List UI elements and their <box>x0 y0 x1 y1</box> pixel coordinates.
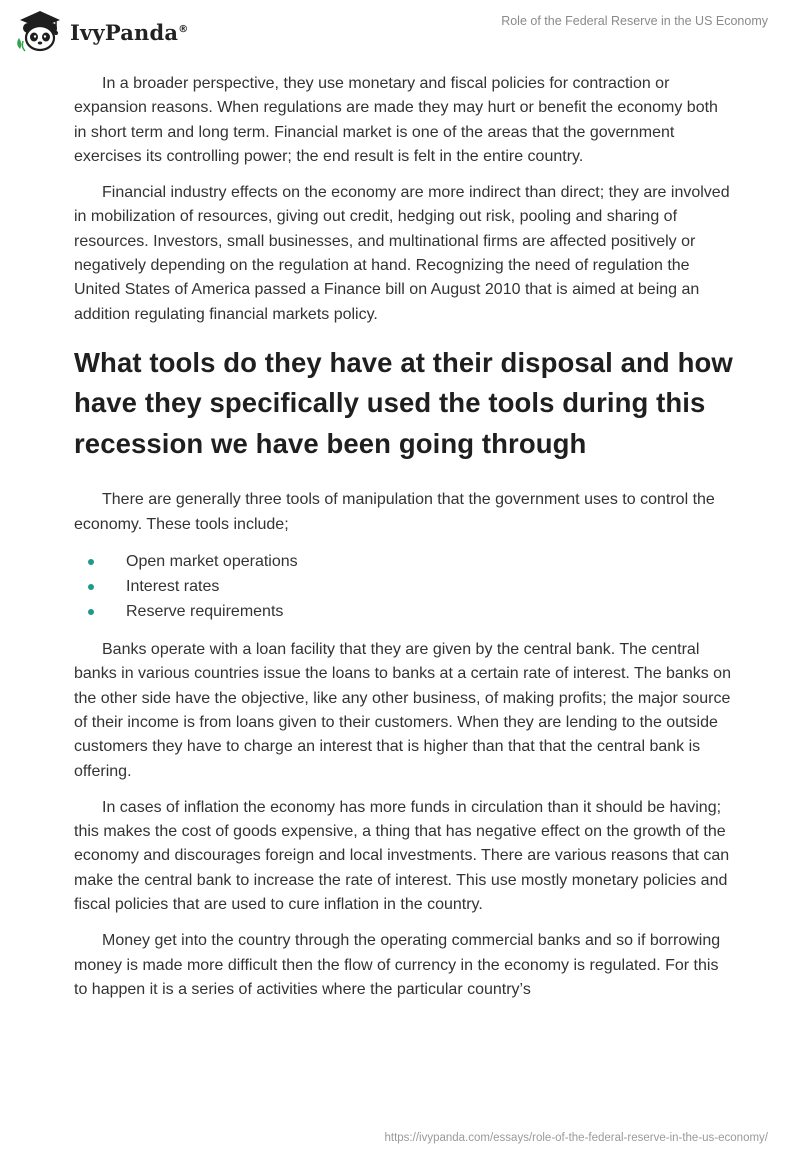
bullet-icon <box>88 584 94 590</box>
paragraph: In cases of inflation the economy has more funds in circulation than it should be having; this makes the cost of goods expensive, a thing that has negative effect on the growth of the economy and discourages foreign and local investments. There are various reasons that can make the central bank to increase the rate of interest. This use mostly monetary policies and fiscal policies that are used to cure inflation in the country. <box>74 798 730 914</box>
paragraph: There are generally three tools of manipulation that the government uses to control the economy. These tools include; <box>74 491 715 533</box>
bullet-icon <box>88 559 94 565</box>
list-item: Interest rates <box>74 574 734 599</box>
registered-mark: ® <box>178 23 189 35</box>
article-body <box>74 72 734 1014</box>
list-item: Open market operations <box>74 549 734 574</box>
bullet-icon <box>88 609 94 615</box>
section-heading: What tools do they have at their disposal and how have they specifically used the tools during this recession we have been going through <box>74 346 733 459</box>
page-header <box>0 0 800 60</box>
source-url[interactable]: https://ivypanda.com/essays/role-of-the-federal-reserve-in-the-us-economy/ <box>384 1132 768 1144</box>
ivypanda-logo[interactable] <box>14 8 188 54</box>
list-item: Reserve requirements <box>74 599 734 624</box>
tools-list <box>74 549 734 624</box>
paragraph: Money get into the country through the operating commercial banks and so if borrowing money is made more difficult then the flow of currency in the economy is regulated. For this to happen it is a series of activities where the particular country’s <box>74 932 721 998</box>
panda-graduate-icon <box>14 8 64 54</box>
paragraph: Banks operate with a loan facility that they are given by the central bank. The central banks in various countries issue the loans to banks at a certain rate of interest. The banks on the other side have the objective, like any other business, of making profits; the major source of their income is from loans given to their customers. When they are lending to the outside customers they have to charge an interest that is higher than that that the central bank is offering. <box>74 641 731 780</box>
paragraph: In a broader perspective, they use monetary and fiscal policies for contraction or expansion reasons. When regulations are made they may hurt or benefit the economy both in short term and long term. Financial market is one of the areas that the government exercises its controlling power; the end result is felt in the entire country. <box>74 75 718 165</box>
document-title: Role of the Federal Reserve in the US Economy <box>501 14 768 28</box>
brand-name: IvyPanda® <box>70 19 189 45</box>
paragraph: Financial industry effects on the economy are more indirect than direct; they are involved in mobilization of resources, giving out credit, hedging out risk, pooling and sharing of resources. Investors, small businesses, and multinational firms are affected positively or negatively depending on the regulation at hand. Recognizing the need of regulation the United States of America passed a Finance bill on August 2010 that is aimed at being an addition regulating financial markets policy. <box>74 184 730 323</box>
